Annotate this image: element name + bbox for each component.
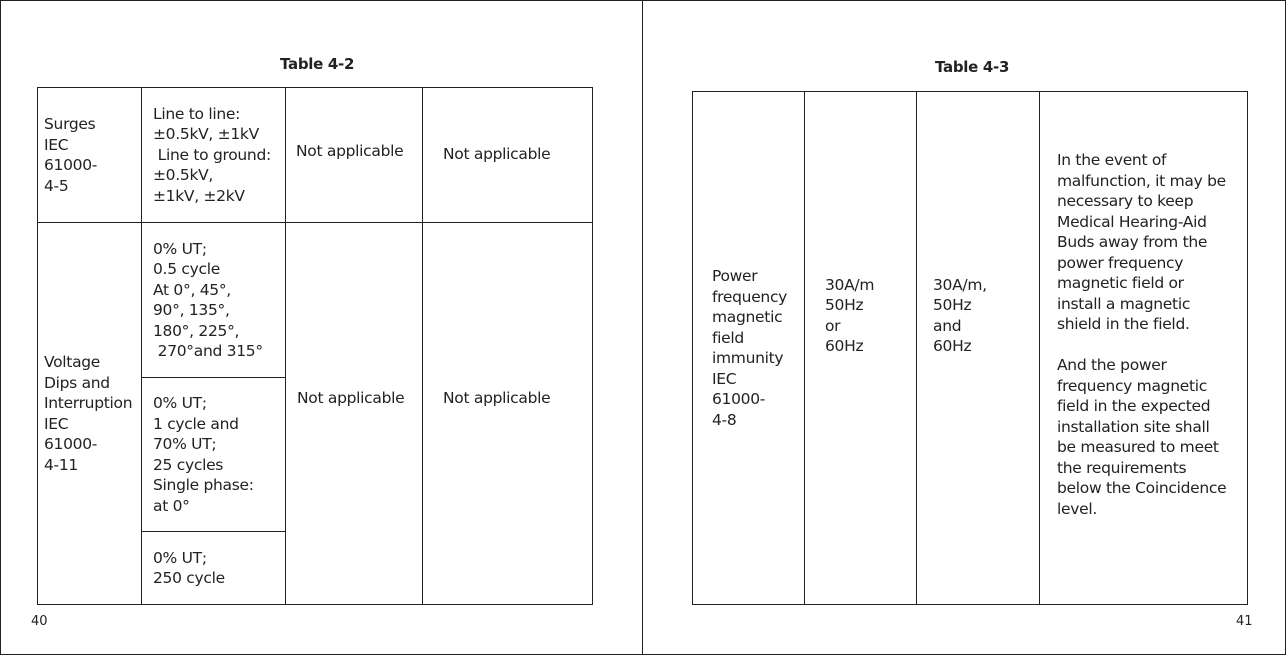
dips-level-1-cell: 0% UT; 0.5 cycle At 0°, 45°, 90°, 135°, 180°, 225°, 270°and 315° [153, 239, 263, 360]
dips-environment-cell: Not applicable [443, 389, 551, 408]
page-number-right: 41 [1236, 614, 1253, 629]
table-4-2-title: Table 4-2 [280, 55, 355, 73]
surges-test-level-cell: Line to line: ±0.5kV, ±1kV Line to ground: ±0.5kV, ±1kV, ±2kV [153, 104, 271, 205]
dips-level-3-cell: 0% UT; 250 cycle [153, 548, 225, 587]
surges-environment-cell: Not applicable [443, 144, 551, 163]
dips-level-2-cell: 0% UT; 1 cycle and 70% UT; 25 cycles Single phase: at 0° [153, 394, 254, 515]
surges-phenomenon-cell: Surges IEC 61000- 4-5 [44, 115, 98, 195]
page-number-left: 40 [31, 614, 48, 629]
dips-compliance-cell: Not applicable [297, 389, 405, 408]
dips-phenomenon-cell: Voltage Dips and Interruption IEC 61000- 4-11 [44, 353, 133, 474]
magnetic-guidance-cell: In the event of malfunction, it may be necessary to keep Medical Hearing-Aid Buds away from the power frequency magnetic field or install a magnetic shield in the field. And the power frequency magnetic field in the expected installation site shall be measured to meet the requirements below the Coincidence level. [1057, 151, 1227, 518]
magnetic-test-level-cell: 30A/m 50Hz or 60Hz [825, 275, 875, 355]
surges-compliance-cell: Not applicable [296, 141, 404, 160]
magnetic-compliance-cell: 30A/m, 50Hz and 60Hz [933, 275, 987, 355]
magnetic-phenomenon-cell: Power frequency magnetic field immunity IEC 61000- 4-8 [712, 267, 788, 429]
table-4-3-title: Table 4-3 [935, 58, 1010, 76]
